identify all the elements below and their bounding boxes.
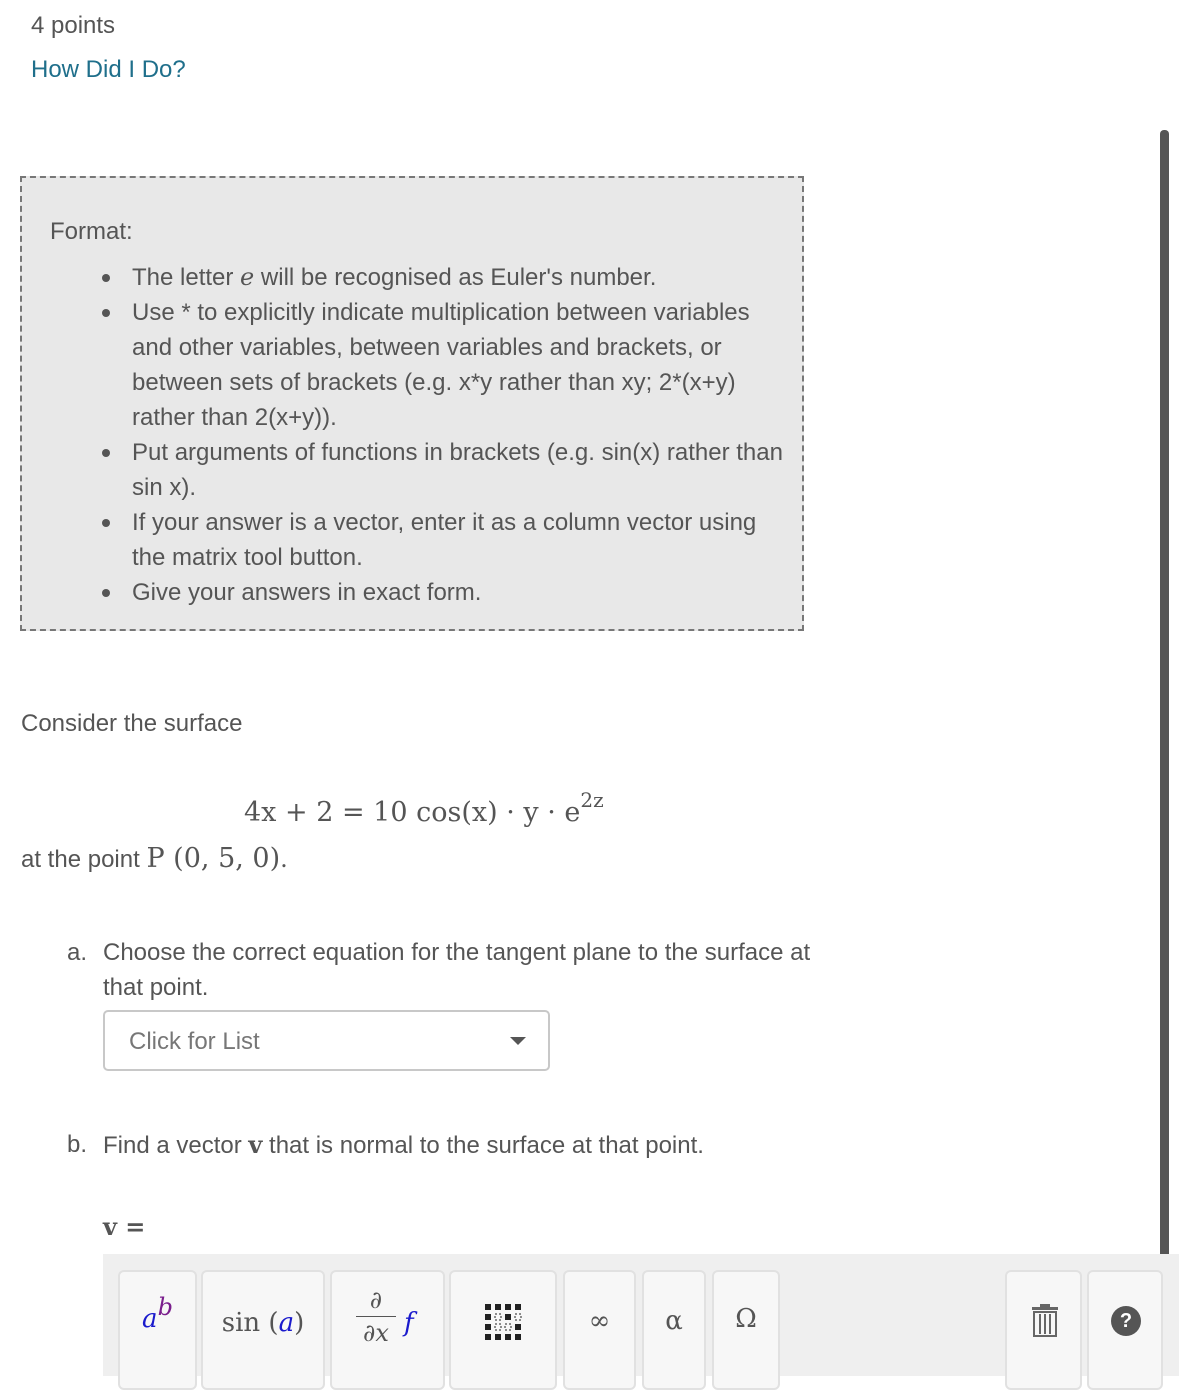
- function-button[interactable]: [201, 1270, 325, 1390]
- format-item-vector: If your answer is a vector, enter it as a column vector using the matrix tool button.: [132, 505, 792, 575]
- help-button[interactable]: [1087, 1270, 1163, 1390]
- part-b-label: b.: [67, 1131, 88, 1158]
- answer-lhs: v =: [103, 1212, 146, 1241]
- format-title: Format:: [50, 218, 133, 245]
- how-did-i-do-link[interactable]: How Did I Do?: [31, 56, 186, 83]
- function-icon: sin (a): [221, 1308, 305, 1338]
- format-item-euler-pre: The letter: [132, 264, 241, 291]
- vector-v-symbol: v: [248, 1130, 263, 1159]
- derivative-denominator: ∂x: [363, 1319, 389, 1347]
- part-b-text-post: that is normal to the surface at that point.: [262, 1132, 704, 1159]
- greek-uppercase-button[interactable]: [712, 1270, 780, 1390]
- matrix-button[interactable]: [449, 1270, 557, 1390]
- at-point-text: at the point: [21, 846, 147, 873]
- point-period: .: [280, 845, 288, 873]
- derivative-numerator: ∂: [369, 1286, 383, 1314]
- superscript-base: a: [142, 1304, 158, 1334]
- part-b-question: [103, 1127, 704, 1163]
- infinity-button[interactable]: [563, 1270, 636, 1390]
- at-point-line: [21, 843, 288, 874]
- function-arg: a: [278, 1308, 295, 1338]
- euler-symbol: e: [240, 263, 255, 291]
- omega-icon: Ω: [735, 1304, 757, 1334]
- function-name: sin: [221, 1308, 261, 1338]
- points-label: 4 points: [31, 12, 116, 39]
- part-a-label: a.: [67, 939, 88, 966]
- part-a-question: Choose the correct equation for the tangent plane to the surface at that point.: [103, 939, 811, 1001]
- matrix-icon: [481, 1300, 527, 1346]
- help-icon: [1111, 1306, 1141, 1336]
- tangent-plane-select[interactable]: [103, 1010, 550, 1071]
- derivative-function: f: [404, 1308, 414, 1338]
- format-list: [132, 260, 792, 610]
- chevron-down-icon: [510, 1037, 526, 1045]
- format-item-multiplication: Use * to explicitly indicate multiplication between variables and other variables, between variables and brackets, or between sets of brackets (e.g. x*y rather than xy; 2*(x+y) rather than 2(x+y)).: [132, 295, 792, 435]
- equation-main: 4x + 2 = 10 cos(x) · y · e: [244, 797, 581, 828]
- superscript-button[interactable]: [118, 1270, 197, 1390]
- format-item-euler: [132, 260, 792, 295]
- answer-lhs-label: [103, 1212, 145, 1241]
- scrollbar[interactable]: [1160, 130, 1169, 1376]
- problem-intro: Consider the surface: [21, 710, 243, 737]
- format-item-brackets: Put arguments of functions in brackets (e.g. sin(x) rather than sin x).: [132, 435, 792, 505]
- equation-exponent: 2z: [580, 788, 604, 812]
- alpha-icon: α: [665, 1306, 683, 1336]
- math-toolbar: [103, 1254, 1179, 1376]
- format-item-exact: Give your answers in exact form.: [132, 575, 792, 610]
- derivative-icon: [356, 1286, 396, 1347]
- surface-equation: [244, 788, 604, 828]
- derivative-button[interactable]: [330, 1270, 445, 1390]
- format-instructions-box: [20, 176, 804, 631]
- format-item-euler-post: will be recognised as Euler's number.: [254, 264, 657, 291]
- point-p: P (0, 5, 0): [146, 843, 281, 874]
- help-glyph: ?: [1119, 1310, 1133, 1332]
- select-placeholder: Click for List: [129, 1028, 260, 1055]
- delete-button[interactable]: [1005, 1270, 1082, 1390]
- trash-icon: [1030, 1304, 1060, 1338]
- superscript-exp: b: [157, 1293, 173, 1321]
- greek-lowercase-button[interactable]: [642, 1270, 706, 1390]
- part-b-text-pre: Find a vector: [103, 1132, 249, 1159]
- infinity-icon: ∞: [588, 1306, 611, 1336]
- superscript-icon: [120, 1293, 195, 1334]
